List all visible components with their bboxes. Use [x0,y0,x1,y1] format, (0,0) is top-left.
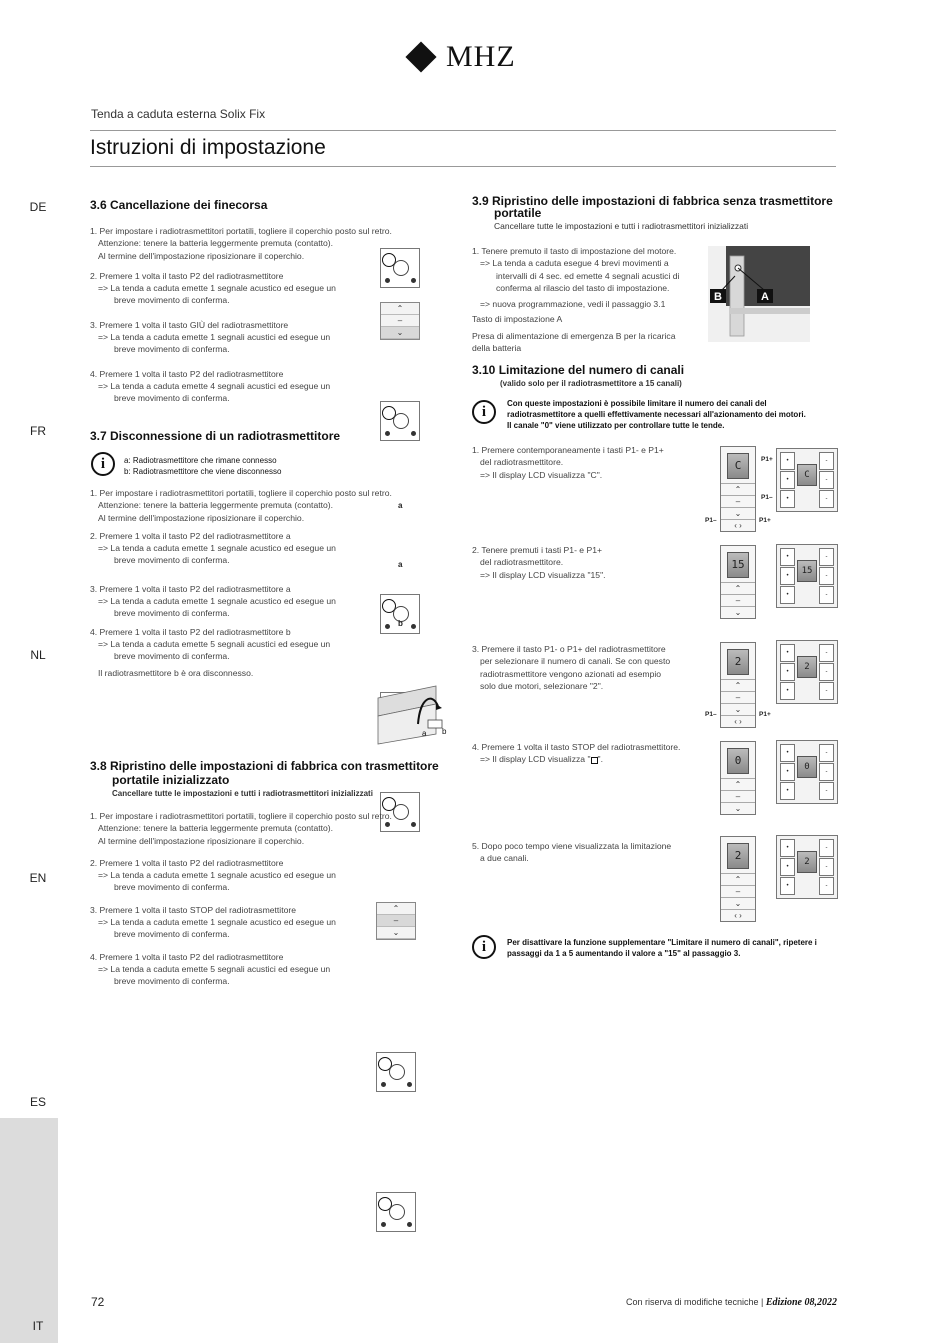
remote-keys-down-illustration: ⌃ – ⌄ [380,302,420,340]
diamond-icon [405,41,436,72]
brand-name: MHZ [446,40,516,73]
p1-plus-label: P1+ [759,517,771,524]
p1-plus-label: P1+ [761,456,773,463]
label-a: a [398,560,403,569]
label-a: a [422,729,427,738]
section-title-3-9: 3.9 Ripristino delle impostazioni di fabbrica senza trasmettitore portatile [472,194,833,220]
remote-a-illustration [380,594,420,634]
section-3-8-subtitle: Cancellare tutte le impostazioni e tutti i radiotrasmettitori inizializzati [112,789,373,798]
motor-setting-button-photo [708,246,810,342]
remote-keys-stop-illustration: ⌃ – ⌄ [376,902,416,940]
active-language-strip [0,1118,58,1343]
lang-tab-de[interactable]: DE [29,200,47,214]
edition-label: Edizione 08,2022 [765,1297,837,1308]
multi-remote-step-4: • • • 0 - - - [776,740,838,804]
badge-b: B [714,291,722,303]
page-number: 72 [91,1295,105,1309]
note-3-7: a: Radiotrasmettitore che rimane connesso b: Radiotrasmettitore che viene disconnesso [124,456,282,476]
lcd-display: 2 [727,843,749,869]
lang-tab-it[interactable]: IT [32,1319,44,1333]
lcd-remote-step-4: 0 ⌃ – ⌄ [720,741,756,815]
multi-remote-step-3: • • • 2 - - - [776,640,838,704]
step-1-text: 1. Premere contemporaneamente i tasti P1- e P1+ del radiotrasmettitore. => Il display LCD visualizza "C". [472,445,664,480]
divider [90,130,836,131]
multi-remote-step-1: • • • C - - - [776,448,838,512]
section-3-8-text: 1. Per impostare i radiotrasmettitori portatili, togliere il coperchio posto sul retro. Attenzione: tenere la batteria leggermente premuta (contatto). Al termine dell'impostazione riposizionare il coperchio. 2. Premere 1 volta il tasto P2 del radiotrasmettitore => La tenda a caduta emette 1 segnale acustico ed esegue un breve movimento di conferma. 3. Premere 1 volta il tasto STOP del radiotrasmettitore => La tenda a caduta emette 1 segnale acustico ed esegue un breve movimento di conferma. 4. Premere 1 volta il tasto P2 del radiotrasmettitore => La tenda a caduta emette 5 segnali acustici ed esegue un breve movimento di conferma. [90,811,392,987]
lang-tab-nl[interactable]: NL [30,648,46,662]
lcd-display: 0 [727,748,749,774]
section-3-6-text: 1. Per impostare i radiotrasmettitori portatili, togliere il coperchio posto sul retro. Attenzione: tenere la batteria leggermente premuta (contatto). Al termine dell'impostazione riposizionare il coperchio. 2. Premere 1 volta il tasto P2 del radiotrasmettitore => La tenda a caduta emette 1 segnale acustico ed esegue un breve movimento di conferma. 3. Premere 1 volta il tasto GIÙ del radiotrasmettitore => La tenda a caduta emette 1 segnali acustici ed esegue un breve movimento di conferma. 4. Premere 1 volta il tasto P2 del radiotrasmettitore => La tenda a caduta emette 4 segnali acustici ed esegue un breve movimento di conferma. [90,226,392,404]
document-title: Tenda a caduta esterna Solix Fix [91,107,266,121]
label-b: b [398,619,403,628]
section-3-9-subtitle: Cancellare tutte le impostazioni e tutti i radiotrasmettitori inizializzati [494,221,749,231]
p1-minus-label: P1– [761,494,773,501]
section-title-3-6: 3.6 Cancellazione dei finecorsa [90,198,268,212]
divider [90,166,836,167]
lcd-remote-step-1: C ⌃ – ⌄ ‹ › [720,446,756,532]
info-icon: i [91,452,115,476]
p1-minus-label: P1– [705,711,717,718]
info-icon: i [472,400,496,424]
section-title-3-10: 3.10 Limitazione del numero di canali [472,363,685,377]
note-3-10: Con queste impostazioni è possibile limitare il numero dei canali del radiotrasmettitore a quelli effettivamente necessari all'azionamento dei motori. Il canale "0" viene utilizzato per controllare tutte le tende. [507,399,806,430]
lcd-remote-step-2: 15 ⌃ – ⌄ [720,545,756,619]
info-icon: i [472,935,496,959]
section-title-3-8: 3.8 Ripristino delle impostazioni di fabbrica con trasmettitore portatile inizializzato [90,759,439,787]
lcd-remote-step-3: 2 ⌃ – ⌄ ‹ › [720,642,756,728]
remote-p2-illustration [376,1052,416,1092]
step-3-text: 3. Premere il tasto P1- o P1+ del radiotrasmettitore per selezionare il numero di canali. Se con questo radiotrasmettitore vengono azionati ad esempio solo due motori, selezionare "2". [472,644,671,691]
section-3-7-text: 1. Per impostare i radiotrasmettitori portatili, togliere il coperchio posto sul retro. Attenzione: tenere la batteria leggermente premuta (contatto). Al termine dell'impostazione riposizionare il coperchio. 2. Premere 1 volta il tasto P2 del radiotrasmettitore a => La tenda a caduta emette 1 segnale acustico ed esegue un breve movimento di conferma. 3. Premere 1 volta il tasto P2 del radiotrasmettitore a => La tenda a caduta emette 1 segnale acustico ed esegue un breve movimento di conferma. 4. Premere 1 volta il tasto P2 del radiotrasmettitore b => La tenda a caduta emette 5 segnali acustici ed esegue un breve movimento di conferma. Il radiotrasmettitore b è ora disconnesso. [90,488,392,678]
lang-tab-es[interactable]: ES [29,1095,46,1109]
motor-housing-illustration [376,684,450,746]
lang-tab-en[interactable]: EN [29,871,47,885]
badge-a: A [761,291,769,303]
multi-remote-step-5: • • • 2 - - - [776,835,838,899]
section-title-3-7: 3.7 Disconnessione di un radiotrasmettitore [90,429,341,443]
brand-logo [410,40,516,74]
note-disable-function: Per disattivare la funzione supplementare "Limitare il numero di canali", ripetere i passaggi da 1 a 5 aumentando il valore a "15" al passaggio 3. [507,938,817,958]
remote-p2-illustration [380,401,420,441]
lcd-display: 15 [727,552,749,578]
p1-minus-label: P1– [705,517,717,524]
step-4-text: 4. Premere 1 volta il tasto STOP del radiotrasmettitore. => Il display LCD visualizza " ". [472,742,681,765]
lcd-remote-step-5: 2 ⌃ – ⌄ ‹ › [720,836,756,922]
remote-p2-illustration [376,1192,416,1232]
remote-p2-illustration [380,248,420,288]
lcd-display: 2 [727,649,749,675]
page-title: Istruzioni di impostazione [90,136,326,159]
p1-plus-label: P1+ [759,711,771,718]
section-3-10-subtitle: (valido solo per il radiotrasmettitore a 15 canali) [500,379,682,388]
section-3-9-text: 1. Tenere premuto il tasto di impostazione del motore. => La tenda a caduta esegue 4 brevi movimenti a intervalli di 4 sec. ed emette 4 segnali acustici di conferma al rilascio del tasto di impostazione. => nuova programmazione, vedi il passaggio 3.1 Tasto di impostazione A Presa di alimentazione di emergenza B per la ricarica della batteria [472,246,680,354]
lcd-display: C [727,453,749,479]
label-b: b [442,727,447,736]
label-a: a [398,501,403,510]
lang-tab-fr[interactable]: FR [30,424,46,438]
step-2-text: 2. Tenere premuti i tasti P1- e P1+ del radiotrasmettitore. => Il display LCD visualizza "15". [472,545,606,580]
step-5-text: 5. Dopo poco tempo viene visualizzata la limitazione a due canali. [472,841,672,864]
stop-symbol-icon [591,757,598,764]
multi-remote-step-2: • • • 15 - - - [776,544,838,608]
footer-notice: Con riserva di modifiche tecniche | Edizione 08,2022 [625,1297,837,1308]
